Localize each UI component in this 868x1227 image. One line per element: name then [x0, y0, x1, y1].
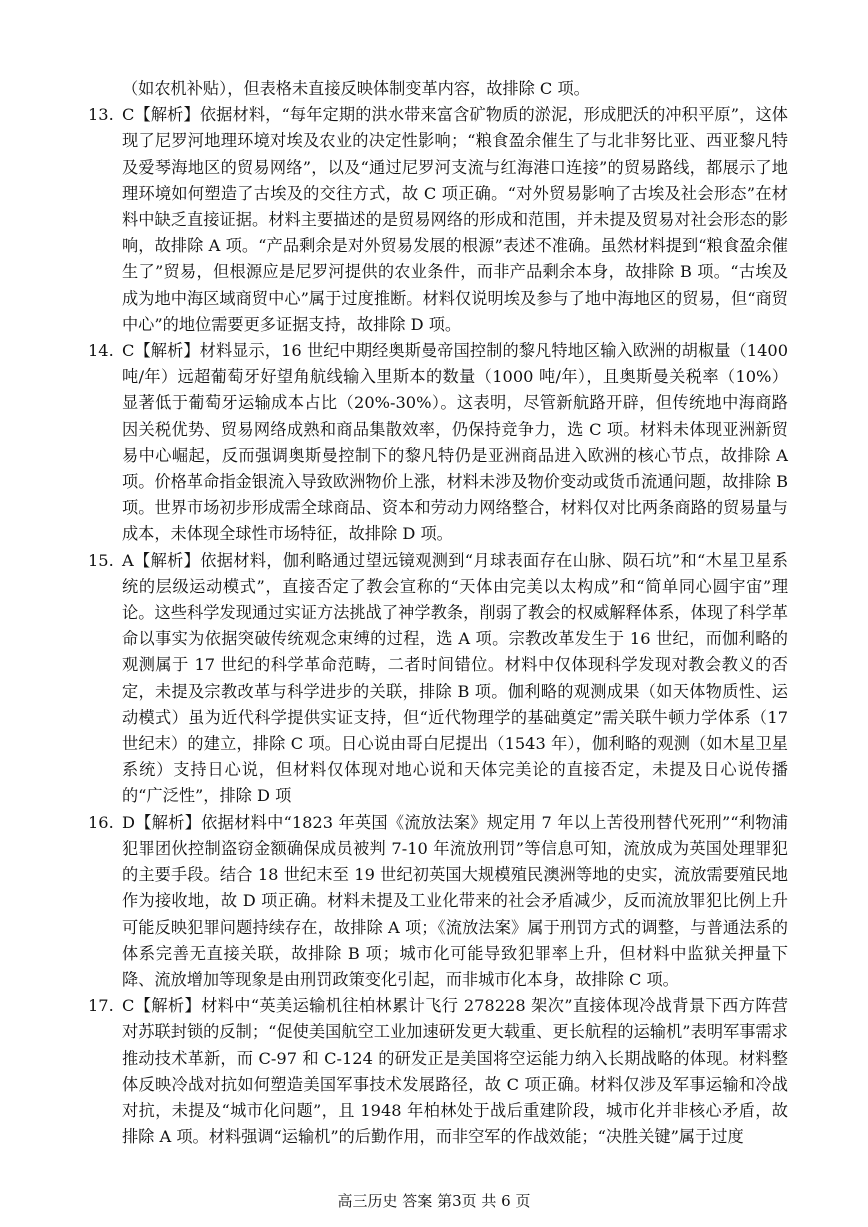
item-text: 依据材料，“每年定期的洪水带来富含矿物质的淤泥，形成肥沃的冲积平原”，这体现了尼罗河地理环境对埃及农业的决定性影响；“粮食盈余催生了与北非努比亚、西亚黎凡特及爱琴海地区的贸易网络”，以及“通过尼罗河支流与红海港口连接”的贸易路线，都展示了地理环境如何塑造了古埃及的交往方式，故 C 项正确。“对外贸易影响了古埃及社会形态”在材料中缺乏直接证据。材料主要描述的是贸易网络的形成和范围，并未提及贸易对社会形态的影响，故排除 A 项。“产品剩余是对外贸易发展的根源”表述不准确。虽然材料提到“粮食盈余催生了”贸易，但根源应是尼罗河提供的农业条件，而非产品剩余本身，故排除 B 项。“古埃及成为地中海区域商贸中心”属于过度推断。材料仅说明埃及参与了地中海地区的贸易，但“商贸中心”的地位需要更多证据支持，故排除 D 项。: [122, 105, 788, 334]
answer-item-17: [88, 993, 788, 1150]
answer-item-15: [88, 548, 788, 810]
item-text: 依据材料中“1823 年英国《流放法案》规定用 7 年以上苦役刑替代死刑”“利物浦犯罪团伙控制盗窃金额确保成员被判 7-10 年流放刑罚”等信息可知，流放成为英国处理罪犯的主要手段。结合 18 世纪末至 19 世纪初英国大规模殖民澳洲等地的史实，流放需要殖民地作为接收地，故 D 项正确。材料未提及工业化带来的社会矛盾减少，反而流放罪犯比例上升可能反映犯罪问题持续存在，故排除 A 项；《流放法案》属于刑罚方式的调整，与普通法系的体系完善无直接关联，故排除 B 项；城市化可能导致犯罪率上升，但材料中监狱关押量下降、流放增加等现象是由刑罚政策变化引起，而非城市化本身，故排除 C 项。: [122, 812, 788, 989]
item-answer: C: [122, 341, 135, 361]
continuation-text: （如农机补贴），但表格未直接反映体制变革内容，故排除 C 项。: [122, 79, 590, 98]
answer-item-13: [88, 102, 788, 338]
item-answer: C: [122, 996, 135, 1016]
item-number: 14.: [88, 341, 114, 361]
item-tag: 【解析】: [134, 996, 202, 1016]
item-tag: 【解析】: [134, 812, 202, 832]
answer-item-16: [88, 810, 788, 993]
item-number: 16.: [88, 812, 114, 832]
item-answer: A: [122, 550, 134, 570]
item-number: 17.: [88, 996, 114, 1016]
page-footer: 高三历史 答案 第3页 共 6 页: [337, 1192, 531, 1210]
item-text: 依据材料，伽利略通过望远镜观测到“月球表面存在山脉、陨石坑”和“木星卫星系统的层级运动模式”，直接否定了教会宣称的“天体由完美以太构成”和“简单同心圆宇宙”理论。这些科学发现通过实证方法挑战了神学教条，削弱了教会的权威解释体系，体现了科学革命以事实为依据突破传统观念束缚的过程，选 A 项。宗教改革发生于 16 世纪，而伽利略的观测属于 17 世纪的科学革命范畴，二者时间错位。材料中仅体现科学发现对教会教义的否定，未提及宗教改革与科学进步的关联，排除 B 项。伽利略的观测成果（如天体物质性、运动模式）虽为近代科学提供实证支持，但“近代物理学的基础奠定”需关联牛顿力学体系（17 世纪末）的建立，排除 C 项。日心说由哥白尼提出（1543 年），伽利略的观测（如木星卫星系统）支持日心说，但材料仅体现对地心说和天体完美论的直接否定，未提及日心说传播的“广泛性”，排除 D 项: [122, 550, 788, 806]
item-tag: 【解析】: [133, 550, 201, 570]
answer-item-14: [88, 338, 789, 548]
item-number: 13.: [88, 105, 114, 125]
item-answer: C: [122, 105, 135, 125]
item-number: 15.: [88, 550, 114, 570]
item-text: 材料中“英美运输机往柏林累计飞行 278228 架次”直接体现冷战背景下西方阵营对苏联封锁的反制；“促使美国航空工业加速研发更大载重、更长航程的运输机”表明军事需求推动技术革新，而 C-97 和 C-124 的研发正是美国将空运能力纳入长期战略的体现。材料整体反映冷战对抗如何塑造美国军事技术发展路径，故 C 项正确。材料仅涉及军事运输和冷战对抗，未提及“城市化问题”，且 1948 年柏林处于战后重建阶段，城市化并非核心矛盾，故排除 A 项。材料强调“运输机”的后勤作用，而非空军的作战效能；“决胜关键”属于过度: [122, 996, 788, 1147]
item-tag: 【解析】: [134, 105, 200, 125]
item-tag: 【解析】: [134, 341, 200, 361]
item-answer: D: [122, 812, 135, 832]
item-text: 材料显示，16 世纪中期经奥斯曼帝国控制的黎凡特地区输入欧洲的胡椒量（1400 吨/年）远超葡萄牙好望角航线输入里斯本的数量（1000 吨/年），且奥斯曼关税率（10%）显著低于葡萄牙运输成本占比（20%-30%）。这表明，尽管新航路开辟，但传统地中海商路因关税优势、贸易网络成熟和商品集散效率，仍保持竞争力，选 C 项。材料未体现亚洲新贸易中心崛起，反而强调奥斯曼控制下的黎凡特仍是亚洲商品进入欧洲的核心节点，故排除 A 项。价格革命指金银流入导致欧洲物价上涨，材料未涉及物价变动或货币流通问题，故排除 B 项。世界市场初步形成需全球商品、资本和劳动力网络整合，材料仅对比两条商路的贸易量与成本，未体现全球性市场特征，故排除 D 项。: [122, 341, 789, 544]
